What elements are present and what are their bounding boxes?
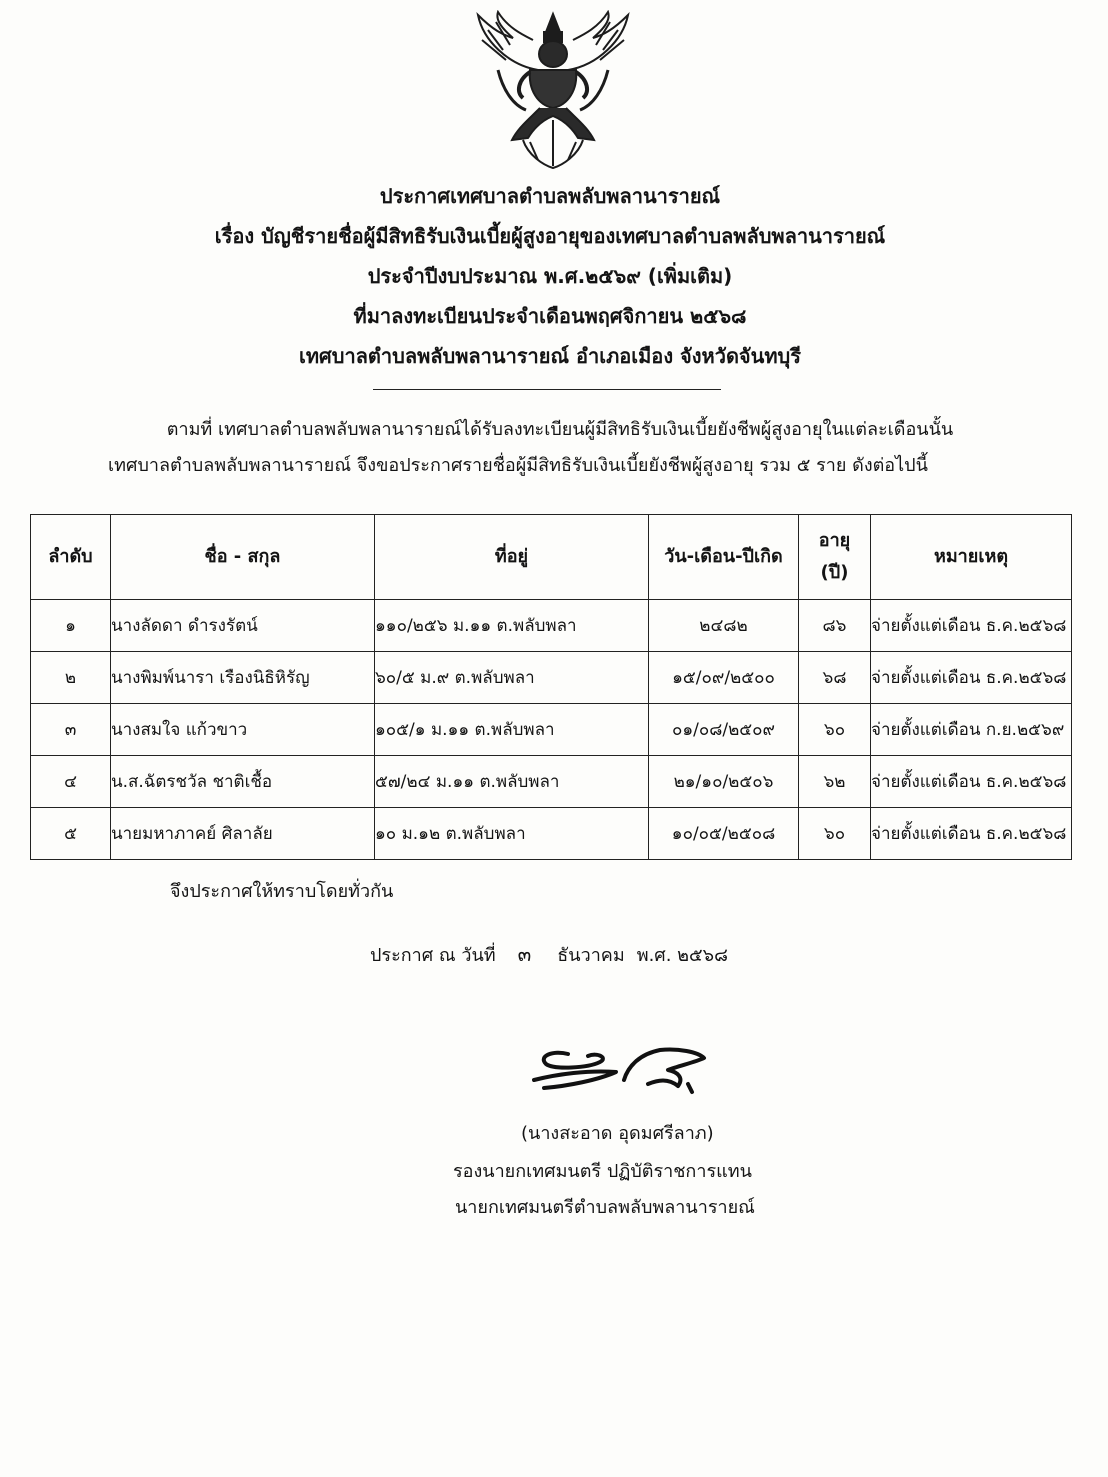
cell-name: นายมหาภาคย์ ศิลาลัย — [111, 808, 375, 860]
col-header-age — [799, 515, 871, 600]
header-subject: เรื่อง บัญชีรายชื่อผู้มีสิทธิรับเงินเบี้ยผู้สูงอายุของเทศบาลตำบลพลับพลานารายณ์ — [214, 224, 886, 248]
table-row — [31, 704, 1072, 756]
cell-dob: ๒๔๘๒ — [649, 600, 799, 652]
announcement-header — [0, 176, 1100, 376]
cell-age: ๘๖ — [799, 600, 871, 652]
cell-note: จ่ายตั้งแต่เดือน ธ.ค.๒๕๖๘ — [871, 652, 1072, 704]
cell-name: นางพิมพ์นารา เรืองนิธิหิรัญ — [111, 652, 375, 704]
cell-no: ๕ — [31, 808, 111, 860]
cell-dob: ๑๐/๐๕/๒๕๐๘ — [649, 808, 799, 860]
cell-name: น.ส.ฉัตรชวัล ชาติเชื้อ — [111, 756, 375, 808]
table-row — [31, 808, 1072, 860]
cell-age: ๖๐ — [799, 808, 871, 860]
cell-no: ๔ — [31, 756, 111, 808]
cell-age: ๖๒ — [799, 756, 871, 808]
header-divider — [373, 389, 721, 390]
cell-no: ๑ — [31, 600, 111, 652]
header-registration-month: ที่มาลงทะเบียนประจำเดือนพฤศจิกายน ๒๕๖๘ — [353, 304, 747, 328]
cell-no: ๒ — [31, 652, 111, 704]
header-title: ประกาศเทศบาลตำบลพลับพลานารายณ์ — [379, 184, 721, 208]
announcement-date — [370, 938, 728, 970]
cell-dob: ๒๑/๑๐/๒๕๐๖ — [649, 756, 799, 808]
cell-address: ๑๐๕/๑ ม.๑๑ ต.พลับพลา — [375, 704, 649, 756]
col-header-age-line1: อายุ — [818, 530, 851, 551]
table-row — [31, 652, 1072, 704]
header-fiscal-year: ประจำปีงบประมาณ พ.ศ.๒๕๖๙ (เพิ่มเติม) — [367, 264, 733, 288]
col-header-age-line2: (ปี) — [820, 562, 849, 583]
header-location: เทศบาลตำบลพลับพลานารายณ์ อำเภอเมือง จังหวัดจันทบุรี — [299, 344, 801, 368]
date-year: พ.ศ. ๒๕๖๘ — [636, 945, 728, 966]
cell-note: จ่ายตั้งแต่เดือน ก.ย.๒๕๖๙ — [871, 704, 1072, 756]
intro-line-2: เทศบาลตำบลพลับพลานารายณ์ จึงขอประกาศรายชื่อผู้มีสิทธิรับเงินเบี้ยยังชีพผู้สูงอายุ รวม ๕ ราย ดังต่อไปนี้ — [108, 455, 928, 476]
col-header-name: ชื่อ - สกุล — [111, 515, 375, 600]
col-header-dob: วัน-เดือน-ปีเกิด — [649, 515, 799, 600]
date-day: ๓ — [517, 942, 532, 966]
col-header-address: ที่อยู่ — [375, 515, 649, 600]
garuda-emblem-icon — [468, 10, 638, 170]
table-header-row — [31, 515, 1072, 600]
cell-address: ๑๑๐/๒๕๖ ม.๑๑ ต.พลับพลา — [375, 600, 649, 652]
cell-address: ๖๐/๕ ม.๙ ต.พลับพลา — [375, 652, 649, 704]
cell-note: จ่ายตั้งแต่เดือน ธ.ค.๒๕๖๘ — [871, 600, 1072, 652]
col-header-note: หมายเหตุ — [871, 515, 1072, 600]
cell-no: ๓ — [31, 704, 111, 756]
date-prefix: ประกาศ ณ วันที่ — [370, 945, 496, 966]
cell-name: นางสมใจ แก้วขาว — [111, 704, 375, 756]
date-month: ธันวาคม — [557, 945, 625, 966]
cell-dob: ๑๕/๐๙/๒๕๐๐ — [649, 652, 799, 704]
cell-dob: ๐๑/๐๘/๒๕๐๙ — [649, 704, 799, 756]
signer-name: (นางสะอาด อุดมศรีลาภ) — [521, 1123, 714, 1144]
closing-statement: จึงประกาศให้ทราบโดยทั่วกัน — [170, 881, 394, 902]
cell-address: ๕๗/๒๔ ม.๑๑ ต.พลับพลา — [375, 756, 649, 808]
intro-line-1: ตามที่ เทศบาลตำบลพลับพลานารายณ์ได้รับลงทะเบียนผู้มีสิทธิรับเงินเบี้ยยังชีพผู้สูงอายุในแต่ละเดือนนั้น — [166, 419, 954, 440]
handwritten-signature — [528, 1040, 718, 1100]
table-row — [31, 756, 1072, 808]
cell-name: นางลัดดา ดำรงรัตน์ — [111, 600, 375, 652]
cell-note: จ่ายตั้งแต่เดือน ธ.ค.๒๕๖๘ — [871, 756, 1072, 808]
cell-note: จ่ายตั้งแต่เดือน ธ.ค.๒๕๖๘ — [871, 808, 1072, 860]
cell-age: ๖๐ — [799, 704, 871, 756]
cell-age: ๖๘ — [799, 652, 871, 704]
signer-position-2: นายกเทศมนตรีตำบลพลับพลานารายณ์ — [455, 1197, 755, 1218]
signer-position-1: รองนายกเทศมนตรี ปฏิบัติราชการแทน — [453, 1161, 752, 1182]
beneficiary-table — [30, 514, 1072, 860]
table-row — [31, 600, 1072, 652]
col-header-no: ลำดับ — [31, 515, 111, 600]
cell-address: ๑๐ ม.๑๒ ต.พลับพลา — [375, 808, 649, 860]
